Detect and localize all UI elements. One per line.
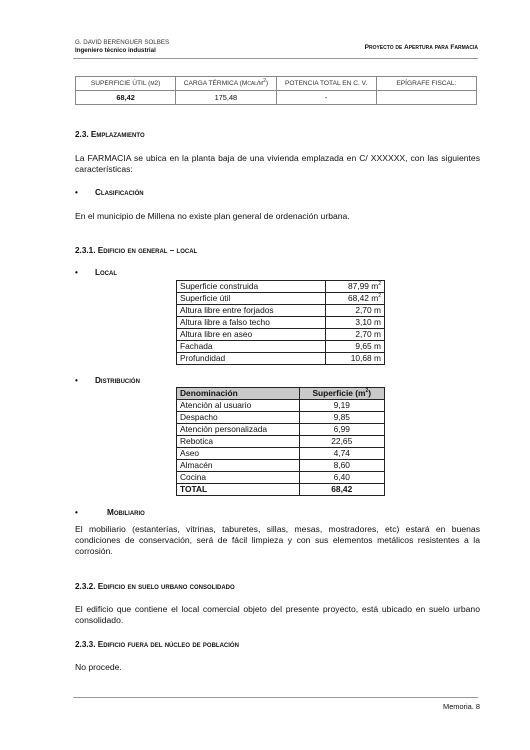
distribucion-row [177, 424, 385, 436]
section-2-3-3-title: 2.3.3. Edificio fuera del núcleo de población [75, 640, 239, 649]
section-2-3-text: La FARMACIA se ubica en la planta baja de una vivienda emplazada en C/ XXXXXX, con las siguientes características: [75, 153, 480, 174]
summary-value-carga: 175,48 [176, 91, 276, 105]
local-row-value: 2,70 m [325, 329, 384, 341]
distribucion-header-row [177, 388, 385, 400]
bullet-clasificacion-label: Clasificación [95, 188, 144, 197]
distribucion-row-name: Almacén [177, 460, 300, 472]
local-row-value: 2,70 m [325, 305, 384, 317]
local-row [177, 329, 385, 341]
local-row-name: Altura libre entre forjados [177, 305, 326, 317]
summary-table [75, 76, 477, 105]
bullet-local-label: Local [95, 268, 117, 277]
local-row [177, 317, 385, 329]
summary-value-epigrafe [376, 91, 476, 105]
local-row [177, 281, 385, 293]
mobiliario-text: El mobiliario (estanterías, vitrinas, taburetes, sillas, mesas, mostradores, etc) estará en buenas condiciones de conservación, será de fácil limpieza y con sus elementos metálicos resistentes a la corrosión. [75, 524, 480, 556]
bullet-clasificacion [75, 188, 144, 197]
bullet-dot: • [75, 268, 78, 277]
local-row-name: Superficie útil [177, 293, 326, 305]
bullet-dot: • [75, 508, 78, 517]
bullet-distribucion [75, 376, 140, 385]
distribucion-row [177, 400, 385, 412]
distribucion-row-name: Atención al usuario [177, 400, 300, 412]
distribucion-row-value: 8,60 [299, 460, 384, 472]
footer-rule [73, 697, 478, 698]
local-row-name: Altura libre en aseo [177, 329, 326, 341]
summary-value-row [76, 91, 477, 105]
local-row-value: 10,68 m [325, 353, 384, 365]
distribucion-row-value: 4,74 [299, 448, 384, 460]
bullet-mobiliario-label: Mobiliario [107, 508, 145, 517]
distribucion-row-value: 22,65 [299, 436, 384, 448]
local-row-value: 9,65 m [325, 341, 384, 353]
header-rule [73, 58, 478, 59]
distribucion-row-name: Despacho [177, 412, 300, 424]
distribucion-header-name: Denominación [177, 388, 300, 400]
section-2-3-3-text: No procede. [75, 662, 122, 672]
summary-value-potencia: - [276, 91, 376, 105]
summary-header-superficie: SUPERFICIE ÚTIL (m2) [76, 77, 176, 91]
distribucion-table [176, 387, 385, 496]
summary-value-superficie: 68,42 [76, 91, 176, 105]
local-table-body [177, 281, 385, 365]
header-author-block [75, 39, 169, 55]
local-row [177, 353, 385, 365]
local-row [177, 305, 385, 317]
bullet-distribucion-label: Distribución [95, 376, 140, 385]
local-table [176, 280, 385, 365]
section-2-3-2-title: 2.3.2. Edificio en suelo urbano consolidado [75, 582, 235, 591]
local-row-name: Profundidad [177, 353, 326, 365]
local-row-value: 68,42 $m^2$ [325, 293, 384, 305]
local-row-value: 3,10 m [325, 317, 384, 329]
bullet-local [75, 268, 117, 277]
summary-header-potencia: POTENCIA TOTAL EN C. V. [276, 77, 376, 91]
distribucion-row-name: Cocina [177, 472, 300, 484]
distribucion-row [177, 412, 385, 424]
distribucion-row-name: Rebotica [177, 436, 300, 448]
header-role: Ingeniero técnico industrial [75, 47, 156, 54]
header-author: G. DAVID BERENGUER SOLBES [75, 39, 170, 46]
distribucion-row [177, 448, 385, 460]
distribucion-total-row [177, 484, 385, 496]
summary-header-epigrafe: EPÍGRAFE FISCAL: [376, 77, 476, 91]
distribucion-row-value: 6,40 [299, 472, 384, 484]
distribucion-row [177, 436, 385, 448]
distribucion-row-name: Aseo [177, 448, 300, 460]
distribucion-row [177, 472, 385, 484]
local-row [177, 293, 385, 305]
section-2-3-1-title: 2.3.1. Edificio en general – local [75, 246, 198, 255]
bullet-dot: • [75, 188, 78, 197]
local-row [177, 341, 385, 353]
distribucion-row-value: 6,99 [299, 424, 384, 436]
distribucion-row [177, 460, 385, 472]
local-row-name: Superficie construida [177, 281, 326, 293]
bullet-dot: • [75, 376, 78, 385]
summary-header-row [76, 77, 477, 91]
section-2-3-title: 2.3. Emplazamiento [75, 130, 145, 139]
distribucion-row-value: 9,19 [299, 400, 384, 412]
local-row-name: Fachada [177, 341, 326, 353]
local-row-name: Altura libre a falso techo [177, 317, 326, 329]
footer-page-number: Memoria. 8 [443, 702, 480, 711]
header-project-title: Proyecto de Apertura para Farmacia [364, 44, 478, 51]
distribucion-table-body [177, 388, 385, 496]
section-2-3-2-text: El edificio que contiene el local comercial objeto del presente proyecto, está ubicado en suelo urbano consolidado. [75, 604, 480, 625]
distribucion-header-value: Superficie $(m^2)$ [299, 388, 384, 400]
bullet-mobiliario [75, 508, 145, 517]
distribucion-total-label: TOTAL [177, 484, 300, 496]
summary-header-carga: CARGA TÉRMICA $(Mcal/m^2)$ [176, 77, 276, 91]
distribucion-row-name: Atención personalizada [177, 424, 300, 436]
distribucion-row-value: 9,85 [299, 412, 384, 424]
clasificacion-text: En el municipio de Millena no existe plan general de ordenación urbana. [75, 211, 350, 221]
distribucion-total-value: 68,42 [299, 484, 384, 496]
local-row-value: 87,99 $m^2$ [325, 281, 384, 293]
